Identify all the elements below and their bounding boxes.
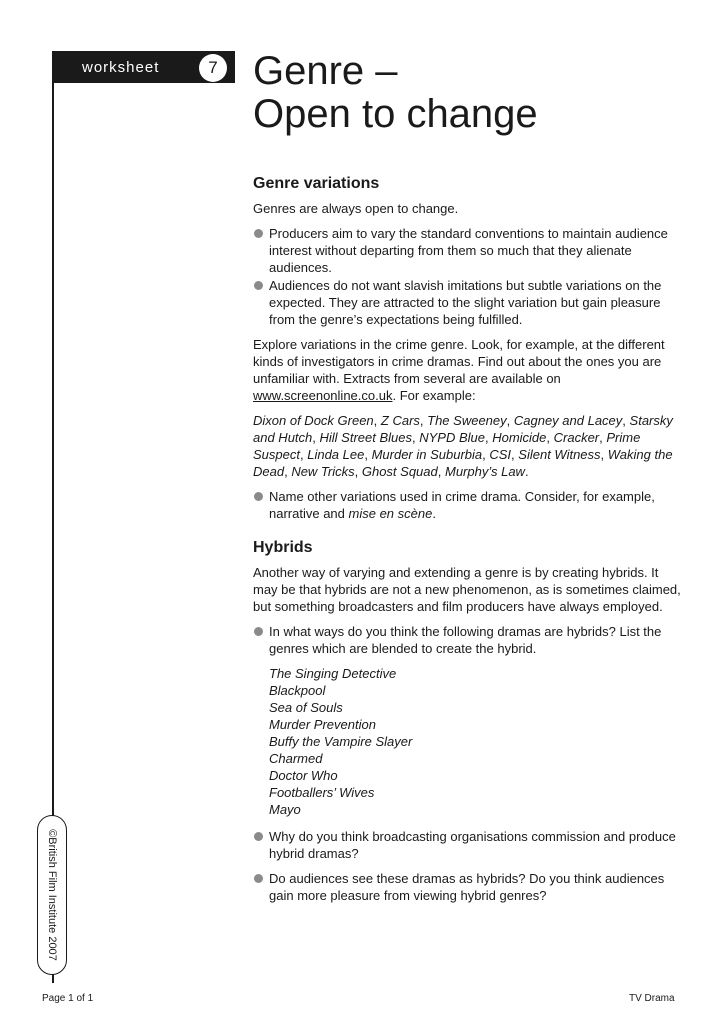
crime-drama-title: Starsky and Hutch (253, 413, 673, 445)
explore-paragraph (253, 336, 683, 404)
crime-drama-title: Prime Suspect (253, 430, 641, 462)
crime-drama-title: Cagney and Lacey (513, 413, 623, 428)
list-item (253, 488, 683, 522)
page-number: Page 1 of 1 (42, 993, 94, 1004)
drama-title: Blackpool (269, 683, 326, 698)
worksheet-label: worksheet (82, 59, 160, 76)
crime-drama-title: Waking the Dead (253, 447, 673, 479)
crime-drama-title: Silent Witness (518, 447, 601, 462)
crime-drama-titles: Dixon of Dock Green, Z Cars, The Sweeney, Cagney and Lacey, Starsky and Hutch, Hill Street Blues, NYPD Blue, Homicide, Cracker, Prime Suspect, Linda Lee, Murder in Suburbia, CSI, Silent Witness, Waking the Dead, New Tricks, Ghost Squad, Murphy’s Law. (253, 413, 673, 479)
screenonline-link[interactable]: www.screenonline.co.uk (253, 388, 393, 403)
section-heading-genre-variations: Genre variations (253, 175, 380, 192)
list-item: Producers aim to vary the standard conventions to maintain audience interest without departing from them so much that they alienate audiences. (253, 225, 683, 276)
crime-drama-title: Homicide (492, 430, 547, 445)
crime-drama-title: Murder in Suburbia (371, 447, 483, 462)
crime-drama-title: Z Cars (380, 413, 420, 428)
drama-title: Footballers’ Wives (269, 785, 375, 800)
other-variations-list (253, 488, 683, 522)
other-variations-text: Name other variations used in crime drama. Consider, for example, narrative and (269, 489, 655, 521)
section-heading-hybrids: Hybrids (253, 539, 313, 556)
genre-variations-intro: Genres are always open to change. (253, 201, 459, 216)
list-item: Do audiences see these dramas as hybrids? Do you think audiences gain more pleasure from viewing hybrid genres? (253, 870, 683, 904)
drama-title: Doctor Who (269, 768, 338, 783)
hybrid-drama-list (253, 665, 683, 818)
hybrid-question-list (253, 623, 683, 657)
crime-drama-title: Cracker (553, 430, 600, 445)
other-variations-suffix: . (432, 506, 436, 521)
drama-title: Charmed (269, 751, 323, 766)
crime-drama-title: Hill Street Blues (319, 430, 412, 445)
hybrid-question-list-2 (253, 828, 683, 862)
hybrid-question-list-3 (253, 870, 683, 904)
crime-drama-title: Dixon of Dock Green (253, 413, 374, 428)
drama-title: Sea of Souls (269, 700, 343, 715)
crime-drama-title: NYPD Blue (419, 430, 485, 445)
list-item: Why do you think broadcasting organisations commission and produce hybrid dramas? (253, 828, 683, 862)
hybrids-intro: Another way of varying and extending a genre is by creating hybrids. It may be that hybrids are not a new phenomenon, as is sometimes claimed, but something broadcasters and film producers have always employed. (253, 565, 681, 614)
series-label: TV Drama (629, 993, 675, 1004)
crime-drama-title: Ghost Squad (361, 464, 438, 479)
crime-drama-title: New Tricks (291, 464, 355, 479)
crime-drama-title: Linda Lee (307, 447, 365, 462)
worksheet-number-badge: 7 (199, 54, 227, 82)
crime-drama-title: CSI (489, 447, 512, 462)
page-title (253, 50, 538, 136)
copyright-notice: ©British Film Institute 2007 (46, 829, 58, 961)
explore-text: Explore variations in the crime genre. Look, for example, at the different kinds of investigators in crime dramas. Find out about the ones you are unfamiliar with. Extracts from several are available on (253, 337, 665, 386)
mise-en-scene-term: mise en scène (348, 506, 433, 521)
drama-title: Murder Prevention (269, 717, 376, 732)
crime-drama-title: The Sweeney (427, 413, 507, 428)
title-line-1: Genre – (253, 49, 398, 93)
explore-suffix: . For example: (392, 388, 476, 403)
drama-title: Buffy the Vampire Slayer (269, 734, 413, 749)
worksheet-body (253, 174, 683, 912)
title-line-2: Open to change (253, 92, 538, 136)
drama-title: Mayo (269, 802, 301, 817)
list-item: Audiences do not want slavish imitations but subtle variations on the expected. They are attracted to the slight variation but gain pleasure from the genre’s expectations being fulfilled. (253, 277, 683, 328)
crime-drama-title: Murphy’s Law (444, 464, 525, 479)
genre-variations-list (253, 225, 683, 328)
list-item: In what ways do you think the following dramas are hybrids? List the genres which are blended to create the hybrid. (253, 623, 683, 657)
drama-title: The Singing Detective (269, 666, 397, 681)
